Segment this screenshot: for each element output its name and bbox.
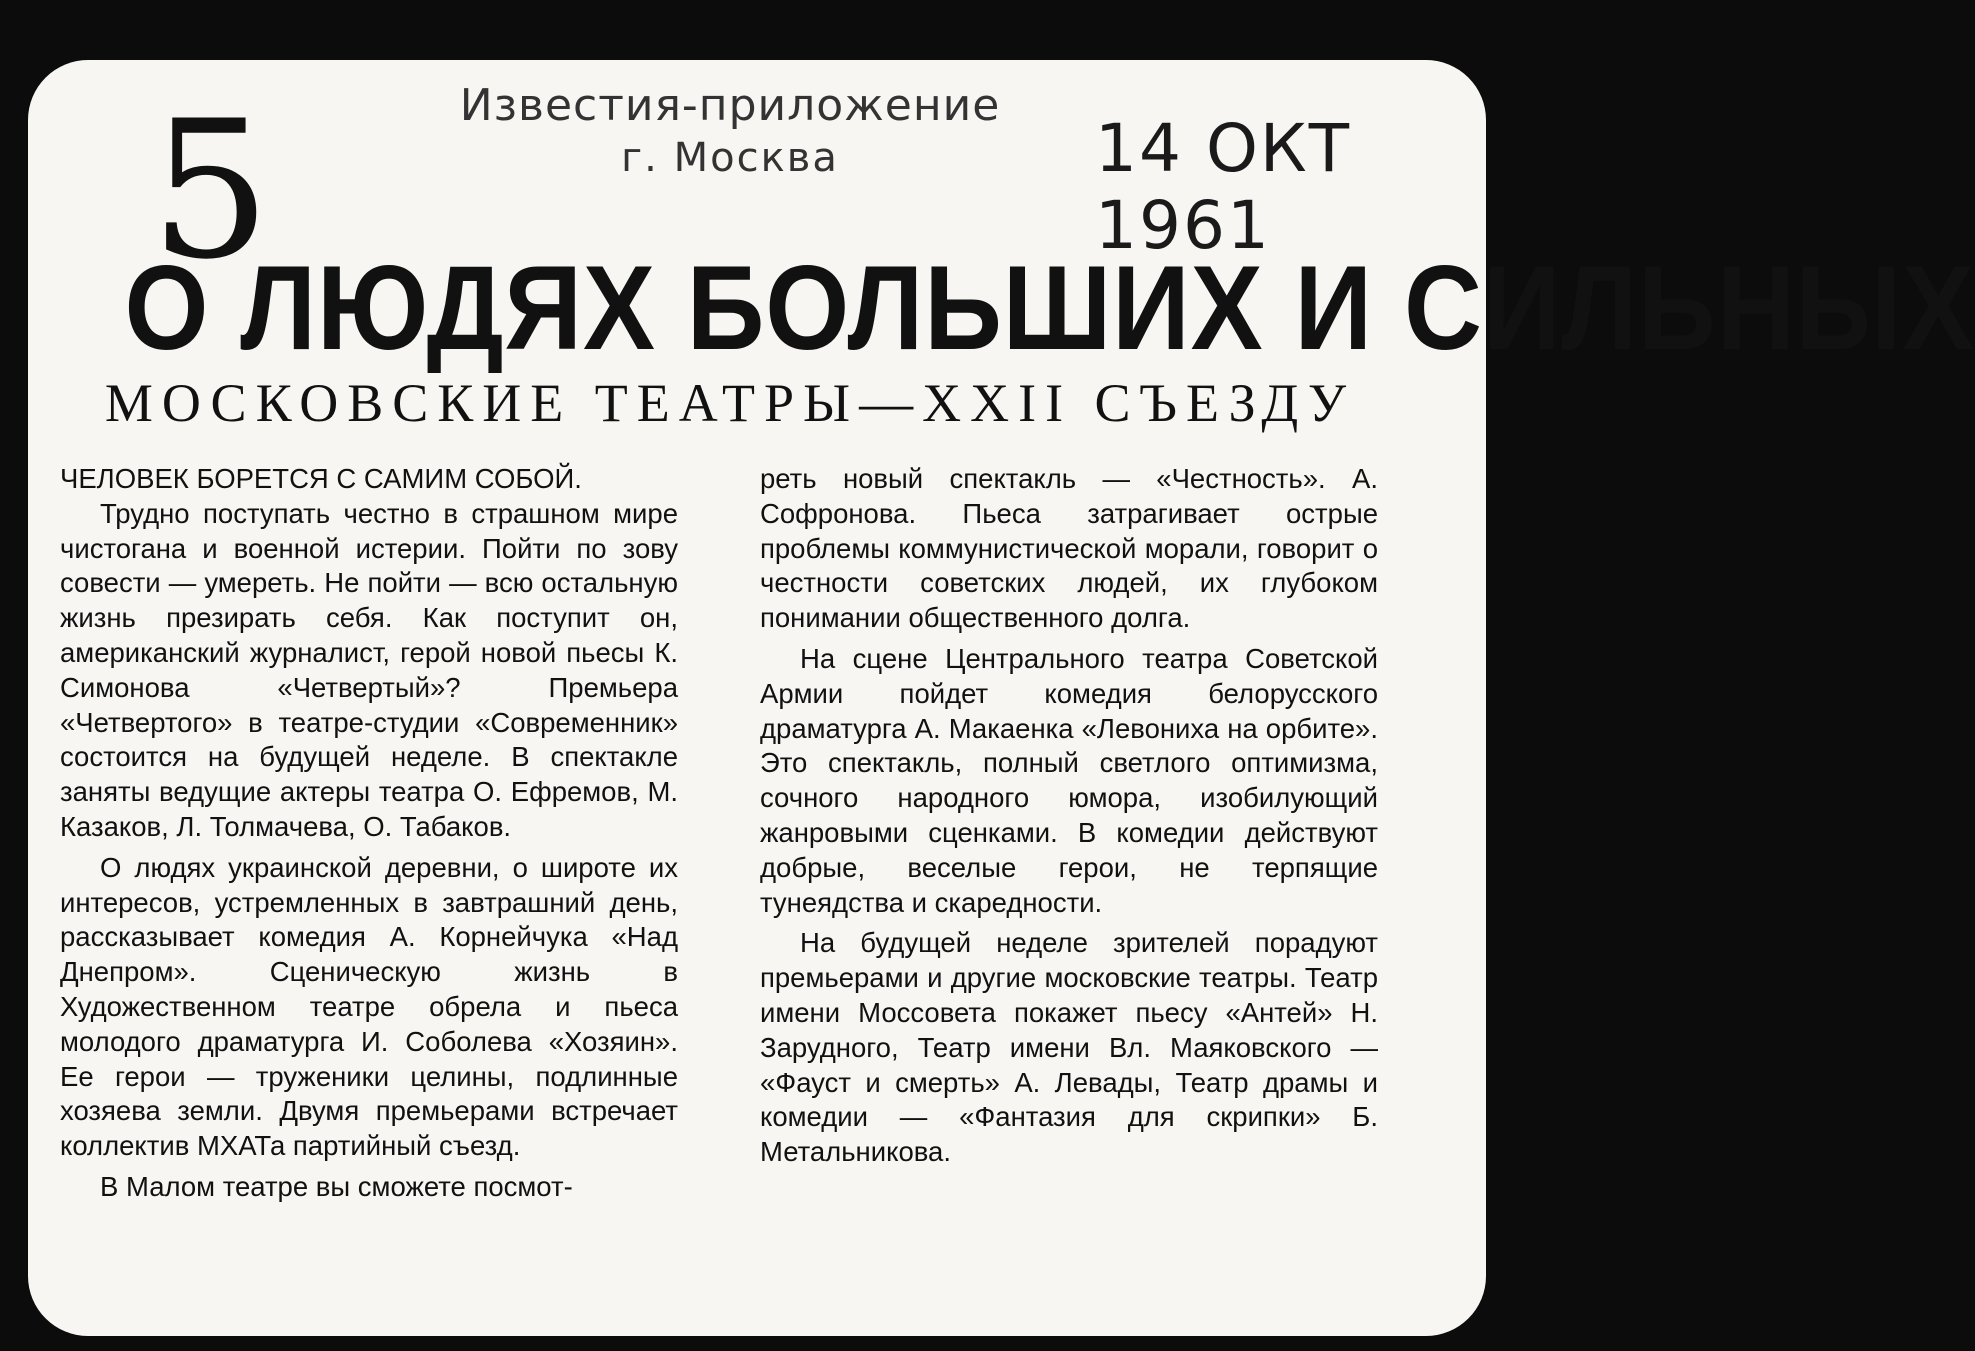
source-stamp-city: г. Москва	[621, 135, 839, 181]
source-stamp-publication: Известия-приложение	[459, 80, 1001, 131]
article-paragraph: На будущей неделе зрителей порадуют премьерами и другие московские театры. Театр имени Моссовета покажет пьесу «Антей» Н. Зарудного, Театр имени Вл. Маяковского — «Фауст и смерть» А. Левады, Театр драмы и комедии — «Фантазия для скрипки» Б. Метальникова.	[760, 927, 1378, 1168]
column-divider	[716, 470, 717, 1280]
article-subheadline: МОСКОВСКИЕ ТЕАТРЫ—XXII СЪЕЗДУ	[104, 373, 1356, 433]
article-column-left	[60, 462, 678, 1205]
article-headline: О ЛЮДЯХ БОЛЬШИХ И СИЛЬНЫХ	[124, 241, 1975, 375]
article-column-right	[760, 462, 1378, 1170]
article-lead-line: ЧЕЛОВЕК БОРЕТСЯ С САМИМ СОБОЙ.	[60, 463, 582, 494]
article-paragraph: В Малом театре вы сможете посмот-	[100, 1170, 573, 1202]
article-paragraph: На сцене Центрального театра Советской Армии пойдет комедия белорусского драматурга А. Макаенка «Левониха на орбите». Это спектакль, полный светлого оптимизма, сочного народного юмора, изобилующий жанровыми сценками. В комедии действуют добрые, веселые герои, не терпящие тунеядства и скаредности.	[760, 642, 1378, 918]
article-paragraph: О людях украинской деревни, о широте их интересов, устремленных в завтрашний день, рассказывает комедия А. Корнейчука «Над Днепром». Сценическую жизнь в Художественном театре обрела и пьеса молодого драматурга И. Соболева «Хозяин». Ее герои — труженики целины, подлинные хозяева земли. Двумя премьерами встречает коллектив МХАТа партийный съезд.	[60, 851, 678, 1162]
handwritten-mark: 5	[150, 80, 271, 301]
date-stamp: 14 ОКТ 1961	[1095, 110, 1352, 264]
article-paragraph: реть новый спектакль — «Честность». А. Софронова. Пьеса затрагивает острые проблемы коммунистической морали, говорит о честности советских людей, их глубоком понимании общественного долга.	[760, 463, 1378, 634]
article-paragraph: Трудно поступать честно в страшном мире чистогана и военной истерии. Пойти по зову совести — умереть. Не пойти — всю остальную жизнь презирать себя. Как поступит он, американский журналист, герой новой пьесы К. Симонова «Четвертый»? Премьера «Четвертого» в театре-студии «Современник» состоится на будущей неделе. В спектакле заняты ведущие актеры театра О. Ефремов, М. Казаков, Л. Толмачева, О. Табаков.	[60, 497, 678, 842]
source-stamp	[450, 80, 1010, 184]
